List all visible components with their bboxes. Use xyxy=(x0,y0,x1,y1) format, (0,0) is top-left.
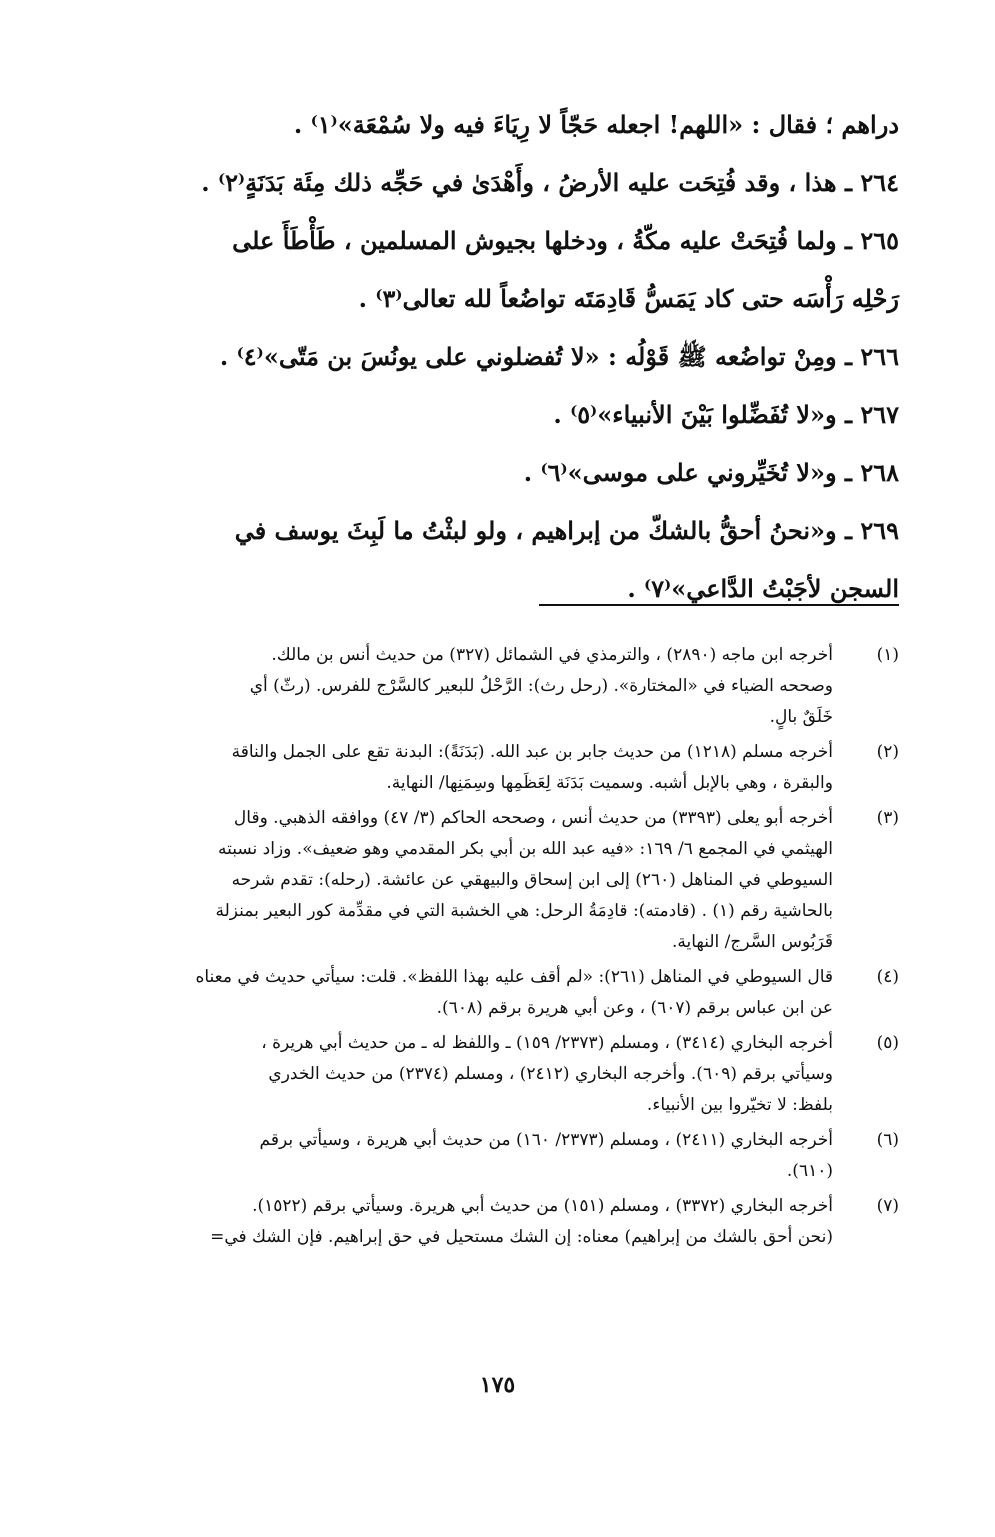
footnote-line: أخرجه البخاري (٢٤١١) ، ومسلم (٢٣٧٣/ ١٦٠) من حديث أبي هريرة ، وسيأتي برقم xyxy=(259,1130,833,1150)
footnote-text xyxy=(99,640,833,733)
text-line: ٢٦٦ ـ ومِنْ تواضُعه ﷺ قَوْلُه : «لا تُفضلوني على يونُسَ بن مَتّى»⁽٤⁾ . xyxy=(219,342,899,371)
footnote-text xyxy=(99,803,833,958)
footnote-line: خَلَقٌ بالٍ. xyxy=(769,707,833,727)
text-line: رَحْلِه رَأْسَه حتى كاد يَمَسُّ قَادِمَتَه تواضُعاً لله تعالى⁽٣⁾ . xyxy=(358,284,899,313)
footnote-line: قَرَبُوس السَّرج/ النهاية. xyxy=(671,932,833,952)
footnote-text xyxy=(99,737,833,799)
footnote-7 xyxy=(99,1191,899,1253)
footnote-4 xyxy=(99,962,899,1024)
footnote-number: (٤) xyxy=(876,967,899,987)
footnote-number: (٦) xyxy=(876,1130,899,1150)
footnote-text xyxy=(99,1028,833,1121)
footnote-number: (١) xyxy=(876,645,899,665)
footnote-text xyxy=(99,962,833,1024)
footnote-line: عن ابن عباس برقم (٦٠٧) ، وعن أبي هريرة برقم (٦٠٨). xyxy=(436,998,833,1018)
footnote-line: (نحن أحق بالشك من إبراهيم) معناه: إن الشك مستحيل في حق إبراهيم. فإن الشك في= xyxy=(210,1227,833,1247)
footnote-line: أخرجه ابن ماجه (٢٨٩٠) ، والترمذي في الشمائل (٣٢٧) من حديث أنس بن مالك. xyxy=(271,645,833,665)
footnote-6 xyxy=(99,1125,899,1187)
text-line: ٢٦٤ ـ هذا ، وقد فُتِحَت عليه الأرضُ ، وأَهْدَىٰ في حَجِّه ذلك مِئَة بَدَنَةٍ⁽٢⁾ . xyxy=(201,168,899,197)
footnote-number: (٥) xyxy=(876,1033,899,1053)
footnote-line: وسيأتي برقم (٦٠٩). وأخرجه البخاري (٢٤١٢) ، ومسلم (٢٣٧٤) من حديث الخدري xyxy=(268,1064,833,1084)
footnote-number: (٧) xyxy=(876,1196,899,1216)
footnote-line: أخرجه البخاري (٣٣٧٢) ، ومسلم (١٥١) من حديث أبي هريرة. وسيأتي برقم (١٥٢٢). xyxy=(252,1196,833,1216)
footnote-text xyxy=(99,1191,833,1253)
footnote-1 xyxy=(99,640,899,733)
footnote-number: (٣) xyxy=(876,808,899,828)
page-number: ١٧٥ xyxy=(479,1372,516,1398)
footnote-line: (٦١٠). xyxy=(786,1161,833,1181)
text-line: ٢٦٥ ـ ولما فُتِحَتْ عليه مكّةُ ، ودخلها بجيوش المسلمين ، طَأْطَأَ على xyxy=(232,226,899,255)
footnote-line: أخرجه أبو يعلى (٣٣٩٣) من حديث أنس ، وصححه الحاكم (٣/ ٤٧) ووافقه الذهبي. وقال xyxy=(233,808,833,828)
footnote-line: والبقرة ، وهي بالإبل أشبه. وسميت بَدَنَة لِعَظَمِها وسِمَنِها/ النهاية. xyxy=(386,773,833,793)
text-line: ٢٦٨ ـ و«لا تُخَيِّروني على موسى»⁽٦⁾ . xyxy=(523,458,899,487)
footnote-line: أخرجه البخاري (٣٤١٤) ، ومسلم (٢٣٧٣/ ١٥٩) ـ واللفظ له ـ من حديث أبي هريرة ، xyxy=(261,1033,833,1053)
main-text xyxy=(99,96,899,618)
footnote-line: السيوطي في المناهل (٢٦٠) إلى ابن إسحاق والبيهقي عن عائشة. (رحله): تقدم شرحه xyxy=(231,870,833,890)
text-line: ٢٦٩ ـ و«نحنُ أحقُّ بالشكّ من إبراهيم ، ولو لبثْتُ ما لَبِثَ يوسف في xyxy=(234,516,899,545)
footnote-5 xyxy=(99,1028,899,1121)
footnote-text xyxy=(99,1125,833,1187)
footnote-line: بالحاشية رقم (١) . (قادمته): قادِمَةُ الرحل: هي الخشبة التي في مقدِّمة كور البعير بمنزلة xyxy=(215,901,833,921)
footnote-divider xyxy=(539,604,899,606)
footnote-3 xyxy=(99,803,899,958)
footnote-line: الهيثمي في المجمع ٦/ ١٦٩: «فيه عبد الله بن أبي بكر المقدمي وهو ضعيف». وزاد نسبته xyxy=(218,839,833,859)
text-line: دراهم ؛ فقال : «اللهم! اجعله حَجّاً لا رِيَاءَ فيه ولا سُمْعَة»⁽١⁾ . xyxy=(293,110,899,139)
footnote-line: قال السيوطي في المناهل (٢٦١): «لم أقف عليه بهذا اللفظ». قلت: سيأتي حديث في معناه xyxy=(195,967,833,987)
footnote-2 xyxy=(99,737,899,799)
text-line: السجن لأجَبْتُ الدَّاعي»⁽٧⁾ . xyxy=(627,574,899,603)
footnote-line: أخرجه مسلم (١٢١٨) من حديث جابر بن عبد الله. (بَدَنَةً): البدنة تقع على الجمل والناقة xyxy=(231,742,833,762)
footnote-number: (٢) xyxy=(876,742,899,762)
footnote-line: وصححه الضياء في «المختارة». (رحل رث): الرَّحْلُ للبعير كالسَّرْج للفرس. (رثّ) أي xyxy=(249,676,833,696)
footnotes xyxy=(99,640,899,1257)
text-line: ٢٦٧ ـ و«لا تُفَضِّلوا بَيْنَ الأنبياء»⁽٥⁾ . xyxy=(553,400,899,429)
footnote-line: بلفظ: لا تخيّروا بين الأنبياء. xyxy=(646,1095,833,1115)
